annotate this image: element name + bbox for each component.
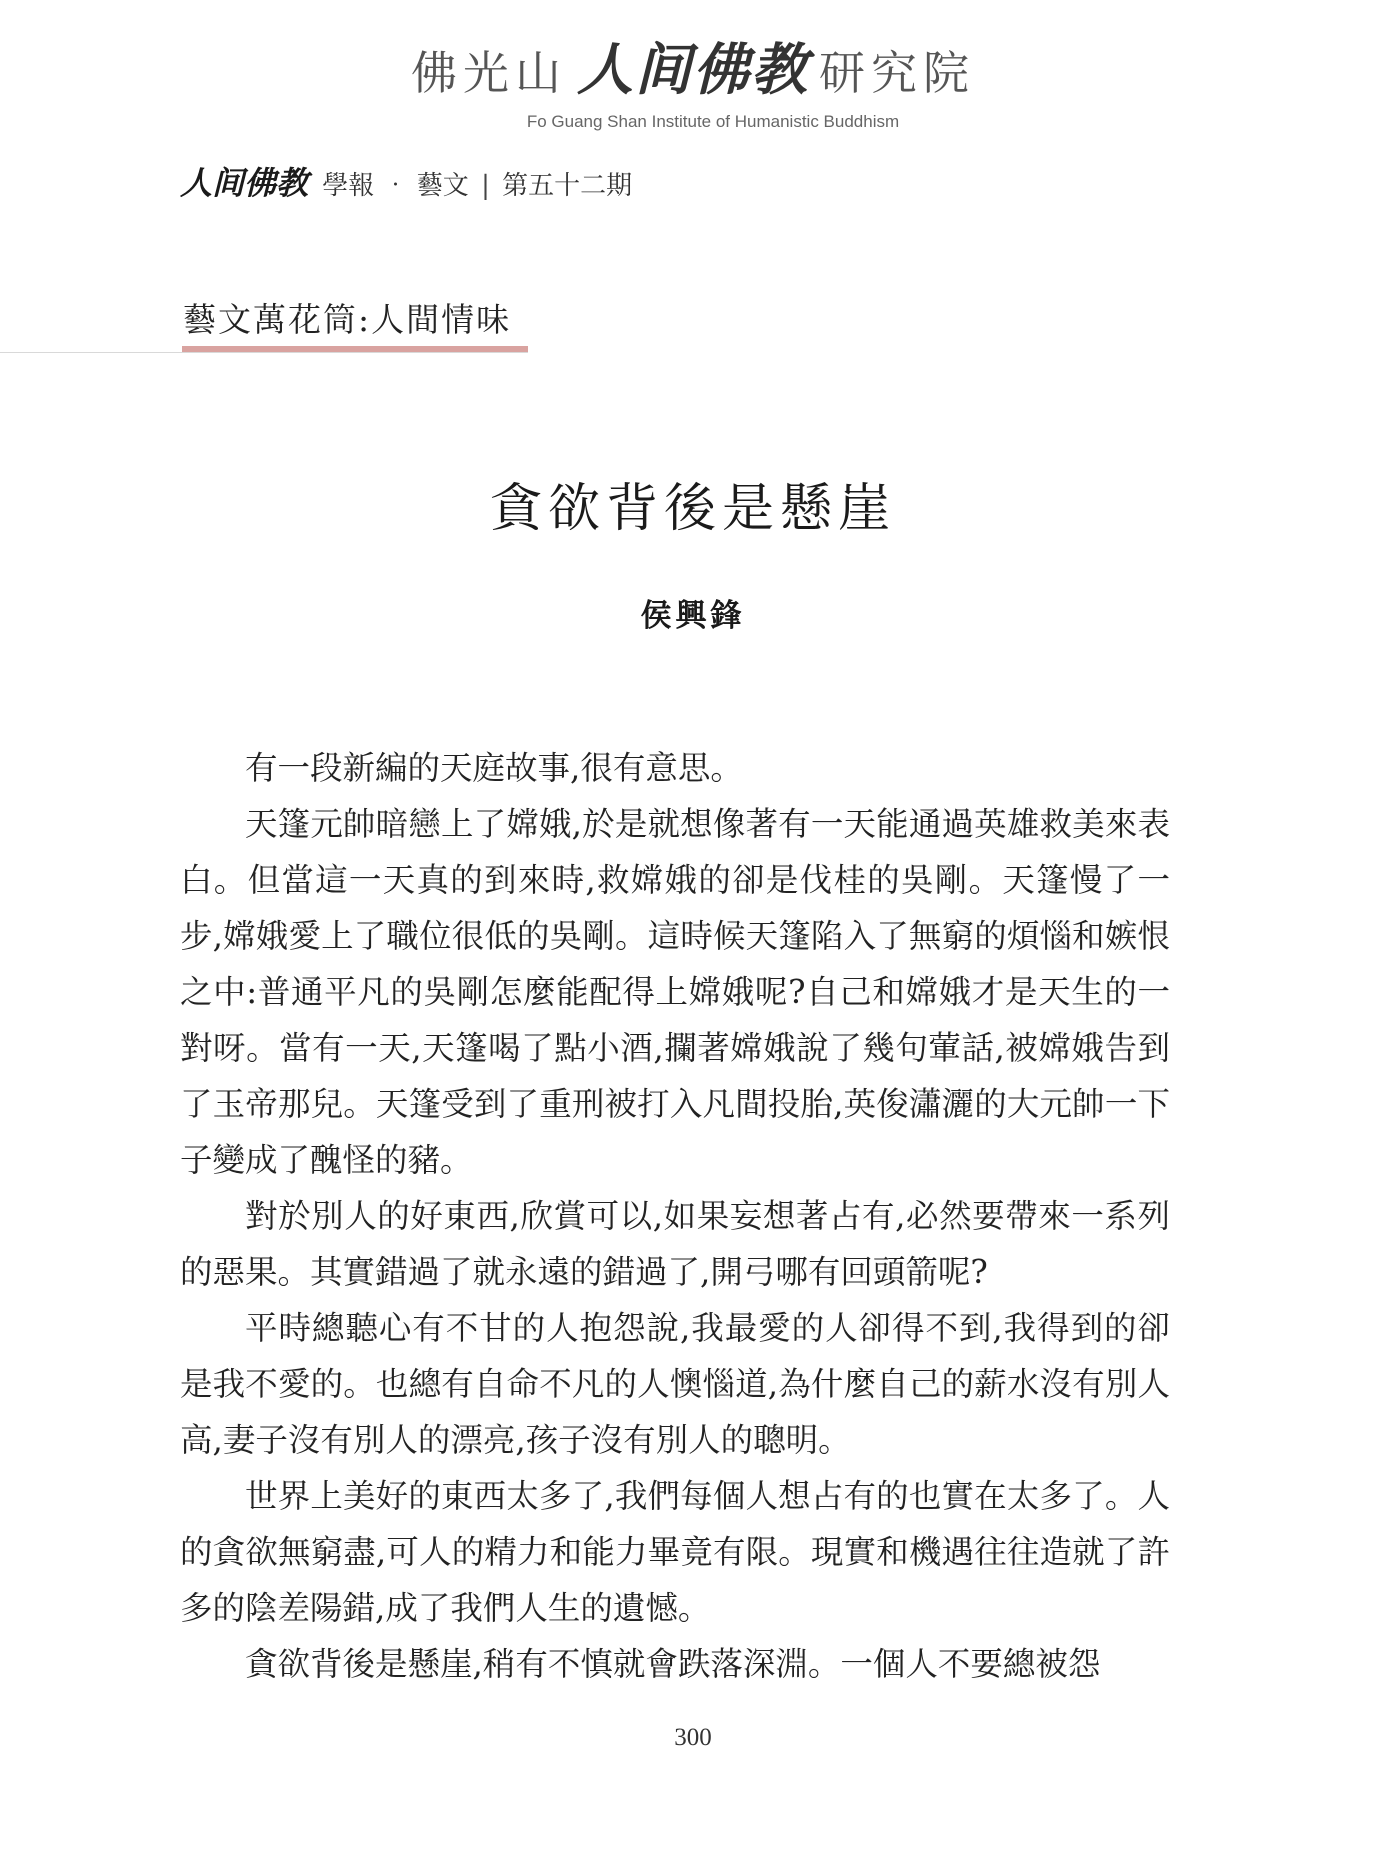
journal-name: 學報 ‧ 藝文 bbox=[322, 171, 469, 201]
article-body bbox=[180, 740, 1170, 1692]
institute-name-english: Fo Guang Shan Institute of Humanistic Buddhism bbox=[526, 112, 900, 131]
paragraph-5: 世界上美好的東西太多了,我們每個人想占有的也實在太多了。人的貪欲無窮盡,可人的精力和能力畢竟有限。現實和機遇往往造就了許多的陰差陽錯,成了我們人生的遺憾。 bbox=[180, 1477, 1170, 1627]
institute-masthead bbox=[0, 36, 1386, 132]
paragraph-4: 平時總聽心有不甘的人抱怨說,我最愛的人卻得不到,我得到的卻是我不愛的。也總有自命不凡的人懊惱道,為什麼自己的薪水沒有別人高,妻子沒有別人的漂亮,孩子沒有別人的聰明。 bbox=[180, 1309, 1170, 1459]
article-author: 侯興鋒 bbox=[640, 598, 746, 634]
humanistic-buddhism-logo: 人间佛教 bbox=[577, 38, 809, 103]
page-number: 300 bbox=[674, 1724, 712, 1751]
section-divider bbox=[0, 352, 528, 353]
journal-header bbox=[180, 158, 632, 204]
paragraph-2: 天篷元帥暗戀上了嫦娥,於是就想像著有一天能通過英雄救美來表白。但當這一天真的到來時,救嫦娥的卻是伐桂的吳剛。天篷慢了一步,嫦娥愛上了職位很低的吳剛。這時候天篷陷入了無窮的煩惱和嫉恨之中:普通平凡的吳剛怎麼能配得上嫦娥呢?自己和嫦娥才是天生的一對呀。當有一天,天篷喝了點小酒,攔著嫦娥說了幾句葷話,被嫦娥告到了玉帝那兒。天篷受到了重刑被打入凡間投胎,英俊瀟灑的大元帥一下子變成了醜怪的豬。 bbox=[180, 805, 1170, 1179]
journal-brand-logo: 人间佛教 bbox=[180, 164, 309, 202]
section-label: 藝文萬花筒:人間情味 bbox=[183, 300, 512, 339]
paragraph-3: 對於別人的好東西,欣賞可以,如果妄想著占有,必然要帶來一系列的惡果。其實錯過了就永遠的錯過了,開弓哪有回頭箭呢? bbox=[180, 1197, 1170, 1291]
institute-name-chinese bbox=[0, 36, 1386, 108]
journal-issue: 第五十二期 bbox=[502, 171, 633, 201]
institute-suffix: 研究院 bbox=[819, 46, 975, 100]
institute-prefix: 佛光山 bbox=[411, 46, 567, 100]
paragraph-6: 貪欲背後是懸崖,稍有不慎就會跌落深淵。一個人不要總被怨 bbox=[245, 1645, 1101, 1683]
article-title: 貪欲背後是懸崖 bbox=[489, 479, 896, 539]
journal-separator: | bbox=[481, 171, 490, 201]
paragraph-1: 有一段新編的天庭故事,很有意思。 bbox=[245, 749, 743, 787]
